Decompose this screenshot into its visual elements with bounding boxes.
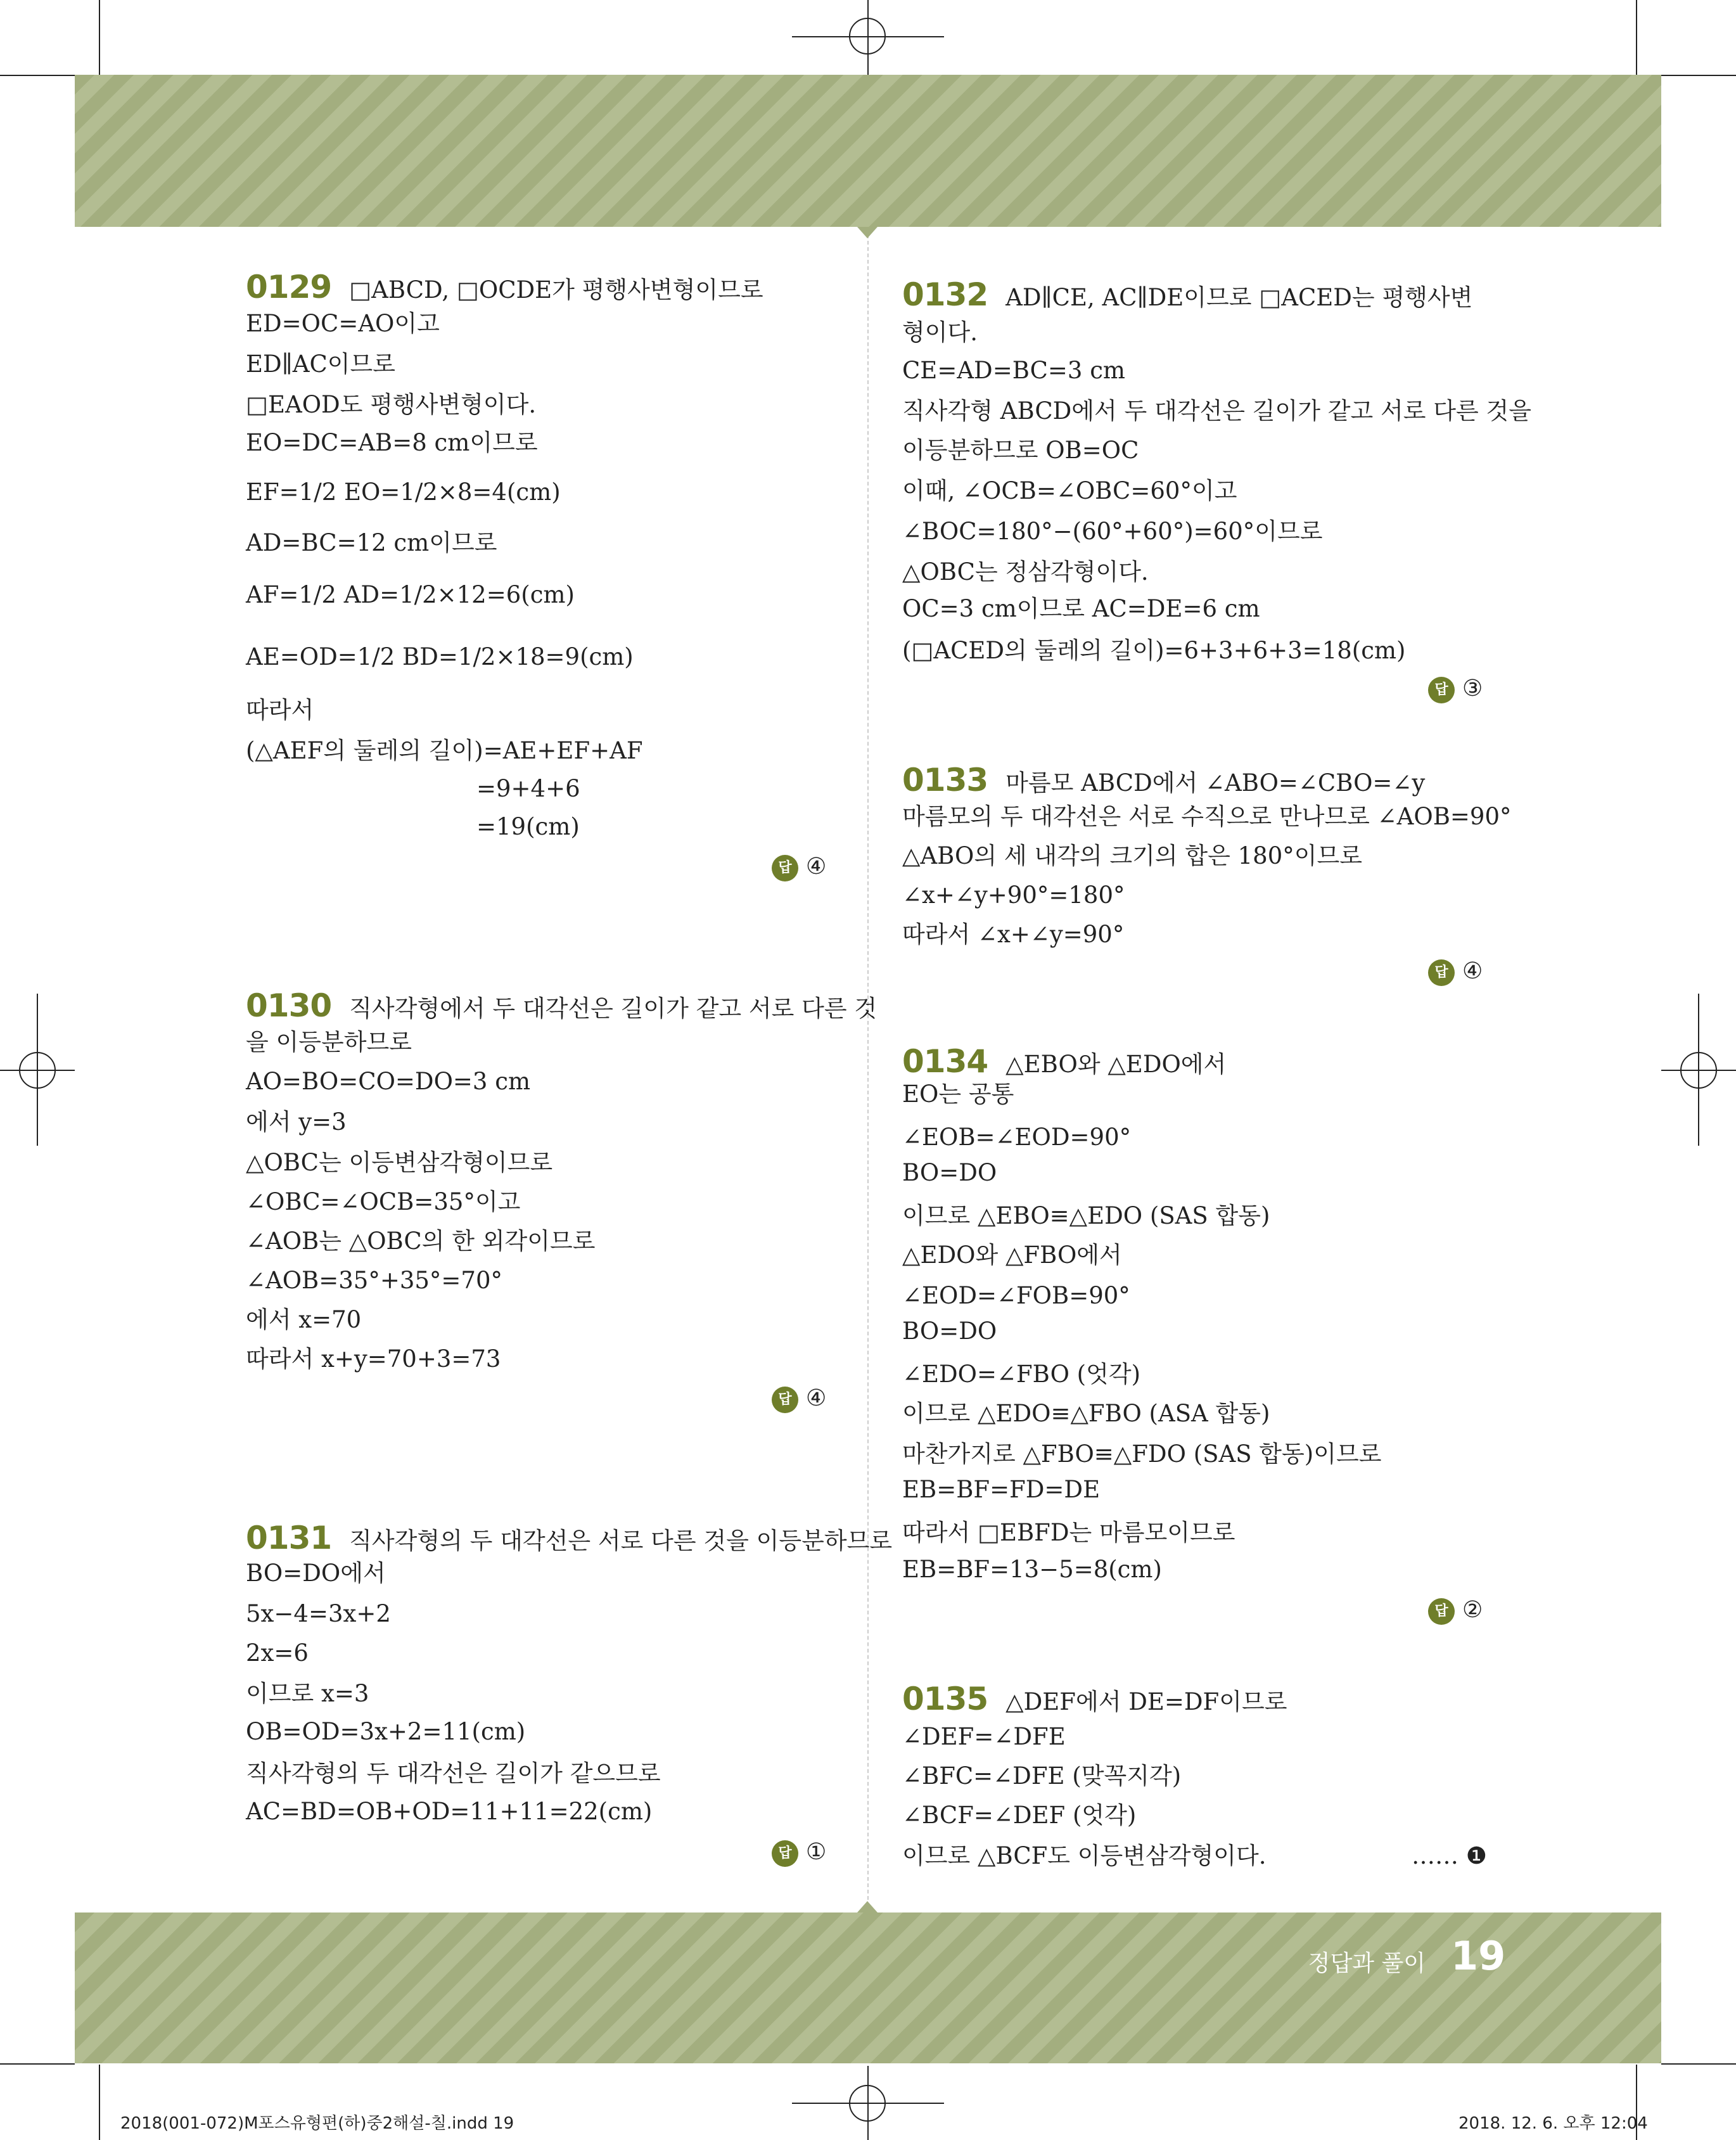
answer-badge: 답 (772, 1840, 798, 1867)
footer-band (75, 1913, 1661, 2063)
solution-line: EF=1/2 EO=1/2×8=4(cm) (246, 478, 561, 506)
problem-0135-heading (902, 1683, 1287, 1715)
solution-line: 이등분하므로 OB=OC (902, 437, 1139, 464)
solution-line: 이므로 △BCF도 이등변삼각형이다. (902, 1842, 1267, 1869)
answer-badge: 답 (1428, 959, 1455, 986)
solution-line: ∠BFC=∠DFE (맞꼭지각) (902, 1762, 1182, 1790)
solution-line: 마름모 ABCD에서 ∠ABO=∠CBO=∠y (1005, 769, 1426, 797)
solution-line: 이므로 x=3 (246, 1680, 369, 1707)
solution-line: EO는 공통 (902, 1080, 1014, 1108)
answer-0134: 답 ② (1428, 1597, 1483, 1625)
solution-line: 직사각형의 두 대각선은 서로 다른 것을 이등분하므로 (349, 1527, 893, 1554)
answer-0130: 답 ④ (772, 1385, 826, 1413)
problem-number: 0131 (246, 1520, 332, 1556)
solution-line: BO=DO (902, 1317, 997, 1345)
solution-line: △DEF에서 DE=DF이므로 (1005, 1688, 1287, 1715)
solution-line: BO=DO (902, 1159, 997, 1186)
solution-line: ∠BCF=∠DEF (엇각) (902, 1802, 1137, 1829)
answer-0131: 답 ① (772, 1839, 826, 1867)
solution-line: OC=3 cm이므로 AC=DE=6 cm (902, 595, 1260, 622)
solution-line: ∠OBC=∠OCB=35°이고 (246, 1188, 521, 1215)
solution-line: 형이다. (902, 319, 978, 346)
solution-line: ∠AOB는 △OBC의 한 외각이므로 (246, 1227, 596, 1255)
solution-line: ED∥AC이므로 (246, 350, 396, 378)
solution-line: △ABO의 세 내각의 크기의 합은 180°이므로 (902, 842, 1362, 869)
problem-number: 0133 (902, 762, 988, 798)
divider-notch-bottom (857, 1901, 878, 1913)
solution-line: EB=BF=FD=DE (902, 1476, 1101, 1503)
problem-number: 0130 (246, 987, 332, 1024)
solution-line: (□ACED의 둘레의 길이)=6+3+6+3=18(cm) (902, 637, 1406, 664)
date-slug: 2018. 12. 6. 오후 12:04 (1458, 2114, 1648, 2133)
solution-line: EO=DC=AB=8 cm이므로 (246, 429, 538, 456)
solution-line: □EAOD도 평행사변형이다. (246, 391, 537, 418)
solution-line: ∠BOC=180°−(60°+60°)=60°이므로 (902, 518, 1323, 545)
solution-line: △EDO와 △FBO에서 (902, 1241, 1122, 1269)
problem-number: 0132 (902, 276, 988, 313)
problem-0133-heading (902, 764, 1425, 796)
answer-0129: 답 ④ (772, 854, 826, 881)
solution-line: EB=BF=13−5=8(cm) (902, 1556, 1162, 1583)
solution-line: 직사각형 ABCD에서 두 대각선은 길이가 같고 서로 다른 것을 (902, 397, 1531, 425)
solution-line: 따라서 ∠x+∠y=90° (902, 921, 1125, 948)
solution-line: 2x=6 (246, 1639, 309, 1667)
solution-line: ∠EOB=∠EOD=90° (902, 1124, 1132, 1151)
problem-0129-heading (246, 271, 763, 303)
page-number: 19 (1451, 1933, 1506, 1979)
solution-line: 직사각형에서 두 대각선은 길이가 같고 서로 다른 것 (349, 995, 878, 1022)
solution-line: 이때, ∠OCB=∠OBC=60°이고 (902, 477, 1237, 504)
problem-number: 0134 (902, 1043, 988, 1080)
problem-0134-heading (902, 1043, 1227, 1080)
solution-line: 직사각형의 두 대각선은 길이가 같으므로 (246, 1760, 661, 1787)
solution-line: (△AEF의 둘레의 길이)=AE+EF+AF (246, 737, 643, 764)
problem-number: 0135 (902, 1681, 988, 1717)
answer-0132: 답 ③ (1428, 676, 1483, 703)
solution-line: △OBC는 이등변삼각형이므로 (246, 1149, 553, 1176)
solution-line: CE=AD=BC=3 cm (902, 357, 1126, 384)
solution-line: 따라서 □EBFD는 마름모이므로 (902, 1519, 1235, 1546)
solution-line: 이므로 △EBO≡△EDO (SAS 합동) (902, 1202, 1270, 1229)
solution-line: △EBO와 △EDO에서 (1005, 1051, 1227, 1078)
problem-0131-heading (246, 1522, 892, 1554)
solution-line: ∠DEF=∠DFE (902, 1723, 1066, 1750)
solution-line: AF=1/2 AD=1/2×12=6(cm) (246, 581, 575, 608)
solution-line: ∠x+∠y+90°=180° (902, 881, 1125, 909)
answer-0133: 답 ④ (1428, 958, 1483, 986)
solution-line: =19(cm) (476, 813, 580, 840)
answer-badge: 답 (772, 855, 798, 881)
solution-line: 에서 y=3 (246, 1108, 347, 1136)
solution-line: AC=BD=OB+OD=11+11=22(cm) (246, 1798, 653, 1825)
solution-line: ∠AOB=35°+35°=70° (246, 1267, 502, 1294)
solution-line: =9+4+6 (476, 775, 580, 802)
solution-line: 에서 x=70 (246, 1306, 362, 1333)
solution-line: 따라서 x+y=70+3=73 (246, 1345, 501, 1373)
solution-line: 5x−4=3x+2 (246, 1600, 391, 1627)
solution-line: BO=DO에서 (246, 1560, 386, 1587)
answer-badge: 답 (1428, 1598, 1455, 1625)
problem-0130-heading (246, 987, 878, 1024)
solution-line: ∠EOD=∠FOB=90° (902, 1282, 1130, 1309)
problem-number: 0129 (246, 269, 332, 305)
solution-line: ∠EDO=∠FBO (엇각) (902, 1361, 1141, 1388)
problem-0132-heading (902, 276, 1473, 313)
header-band (75, 75, 1661, 227)
solution-line: AE=OD=1/2 BD=1/2×18=9(cm) (246, 643, 634, 670)
divider-notch-top (857, 227, 878, 238)
step-marker: …… ❶ (1412, 1842, 1487, 1869)
solution-line: 마름모의 두 대각선은 서로 수직으로 만나므로 ∠AOB=90° (902, 803, 1512, 830)
solution-line: AD∥CE, AC∥DE이므로 □ACED는 평행사변 (1005, 284, 1473, 311)
footer-title: 정답과 풀이 (1308, 1951, 1426, 1977)
solution-line: OB=OD=3x+2=11(cm) (246, 1718, 526, 1745)
column-divider (867, 228, 869, 1913)
solution-line: AD=BC=12 cm이므로 (246, 529, 497, 556)
file-slug: 2018(001-072)M포스유형편(하)중2해설-칠.indd 19 (120, 2114, 514, 2133)
answer-badge: 답 (772, 1387, 798, 1413)
answer-badge: 답 (1428, 677, 1455, 703)
solution-line: □ABCD, □OCDE가 평행사변형이므로 (349, 276, 763, 304)
solution-line: △OBC는 정삼각형이다. (902, 558, 1149, 586)
solution-line: AO=BO=CO=DO=3 cm (246, 1068, 531, 1095)
solution-line: 마찬가지로 △FBO≡△FDO (SAS 합동)이므로 (902, 1440, 1382, 1468)
solution-line: 이므로 △EDO≡△FBO (ASA 합동) (902, 1400, 1270, 1427)
solution-line: 따라서 (246, 696, 314, 724)
solution-line: ED=OC=AO이고 (246, 310, 440, 337)
solution-line: 을 이등분하므로 (246, 1028, 412, 1056)
